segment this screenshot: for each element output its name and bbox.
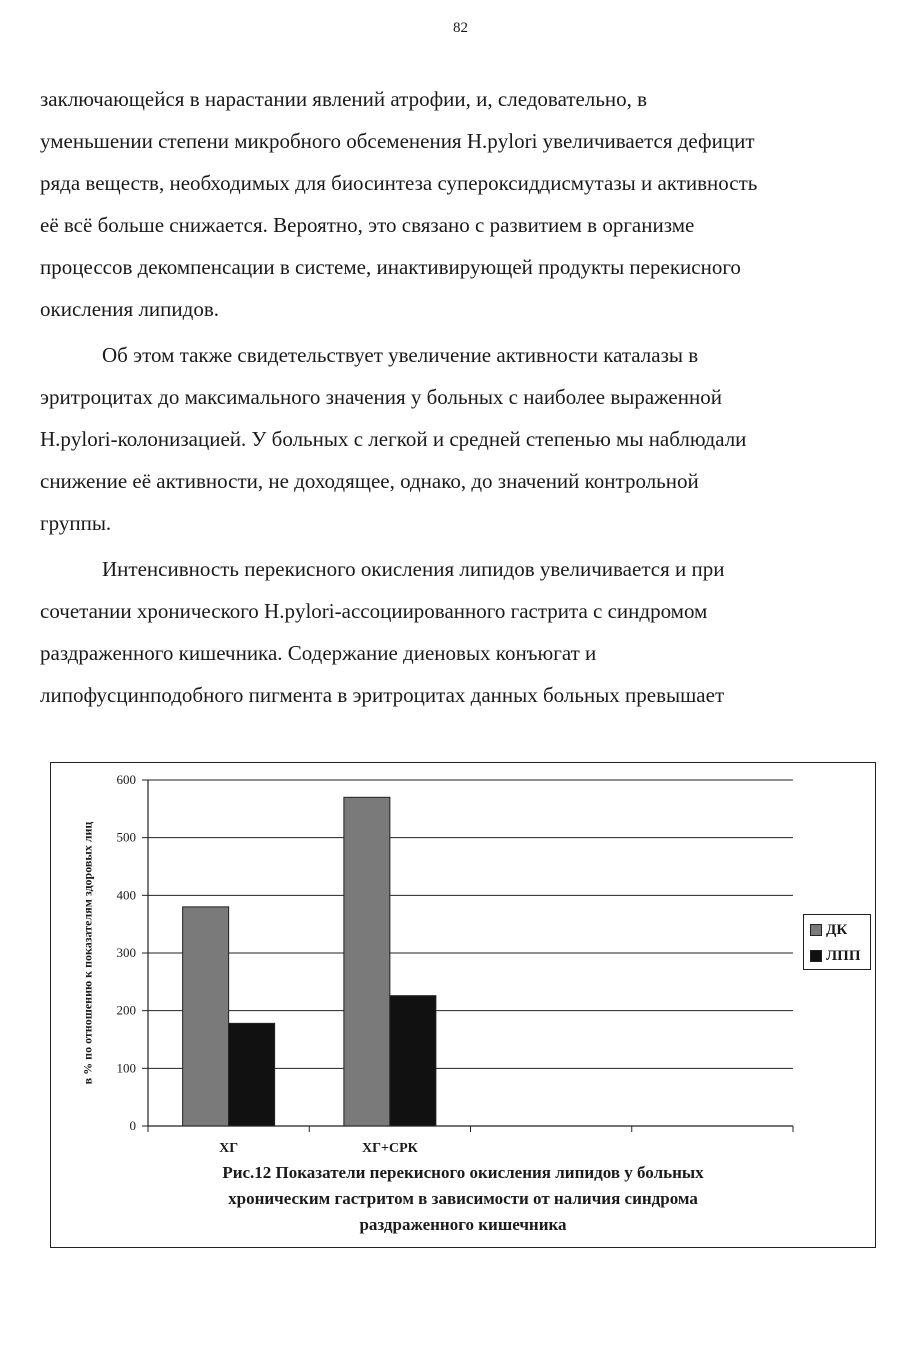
- legend-label-dk: ДК: [826, 921, 848, 938]
- page-number: 82: [453, 20, 468, 36]
- x-category-label: ХГ+СРК: [361, 1141, 418, 1156]
- y-tick-label: 100: [116, 1060, 136, 1076]
- x-category-label: ХГ: [219, 1141, 239, 1156]
- bar-dk: [344, 797, 390, 1126]
- bar-dk: [183, 907, 229, 1126]
- y-tick-label: 300: [116, 945, 136, 960]
- paragraph-2: Об этом также свидетельствует увеличение активности каталазы в эритроцитах до максимального значения у больных с наиболее выраженной H.pylori-колонизацией. У больных с легкой и средней степенью мы наблюдали снижение её активности, не доходящее, однако, до значений контрольной группы.: [40, 343, 747, 535]
- legend-item-dk: [804, 919, 870, 941]
- figure-caption: [50, 1160, 876, 1238]
- y-axis-label: в % по отношению к показателям здоровых лиц: [80, 821, 95, 1085]
- caption-line-1: Рис.12 Показатели перекисного окисления липидов у больных: [222, 1163, 704, 1182]
- chart-legend: [803, 914, 871, 970]
- bar-lpp: [390, 996, 436, 1126]
- y-tick-label: 400: [116, 887, 136, 903]
- legend-swatch-lpp: [810, 950, 822, 962]
- y-tick-label: 200: [116, 1002, 136, 1018]
- paragraph-3: Интенсивность перекисного окисления липидов увеличивается и при сочетании хронического H.pylori-ассоциированного гастрита с синдромом раздраженного кишечника. Содержание диеновых конъюгат и липофусцинподобного пигмента в эритроцитах данных больных превышает: [40, 557, 725, 707]
- legend-item-lpp: [804, 945, 870, 967]
- caption-line-3: раздраженного кишечника: [359, 1215, 567, 1234]
- legend-swatch-dk: [810, 924, 822, 936]
- legend-label-lpp: ЛПП: [826, 947, 861, 964]
- bar-lpp: [229, 1023, 275, 1126]
- y-tick-label: 500: [116, 829, 136, 845]
- paragraph-1: заключающейся в нарастании явлений атрофии, и, следовательно, в уменьшении степени микробного обсеменения H.pylori увеличивается дефицит ряда веществ, необходимых для биосинтеза супероксиддисмутазы и активность её всё больше снижается. Вероятно, это связано с развитием в организме процессов декомпенсации в системе, инактивирующей продукты перекисного окисления липидов.: [40, 87, 758, 321]
- caption-line-2: хроническим гастритом в зависимости от наличия синдрома: [228, 1189, 698, 1208]
- y-tick-label: 600: [116, 772, 136, 787]
- y-tick-label: 0: [129, 1118, 136, 1133]
